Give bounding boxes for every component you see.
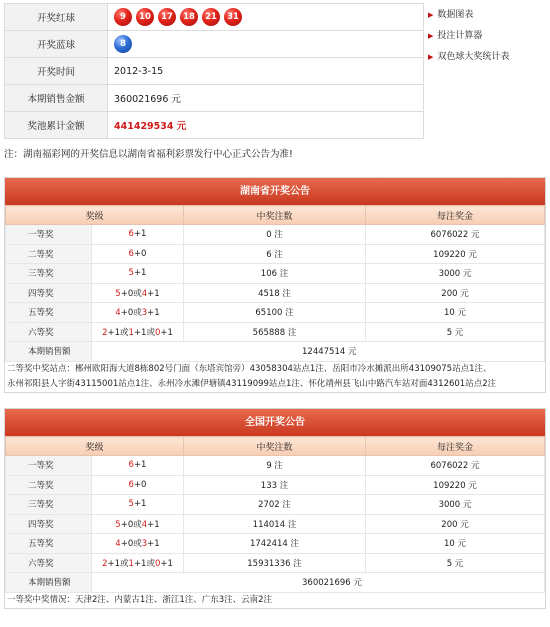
blue-ball-count: +1 (147, 519, 160, 530)
blue-ball-count: +1 (147, 539, 160, 550)
winning-condition (92, 283, 184, 303)
table-row (6, 322, 545, 342)
hunan-announcement (4, 177, 546, 393)
table-row (6, 534, 545, 554)
prize-amount: 109220 元 (366, 475, 545, 495)
table-row (6, 456, 545, 476)
prize-amount: 6076022 元 (366, 225, 545, 245)
col-header-level: 奖级 (6, 437, 184, 456)
red-ball-count: 4 (141, 288, 148, 299)
blue-ball-count: +1 (133, 229, 147, 240)
blue-ball: 8 (114, 35, 132, 53)
sales-value: 360021696 元 (92, 573, 545, 593)
red-ball-count: 1 (128, 558, 134, 569)
prize-level: 二等奖 (6, 244, 92, 264)
table-row (6, 244, 545, 264)
red-ball-count: 6 (128, 229, 134, 240)
winner-count: 9 注 (184, 456, 366, 476)
link-label: 双色球大奖统计表 (437, 52, 510, 62)
winning-condition (92, 264, 184, 284)
table-row (6, 264, 545, 284)
prize-level: 三等奖 (6, 264, 92, 284)
red-ball-count: 4 (115, 308, 121, 319)
winner-count: 4518 注 (184, 283, 366, 303)
red-ball-count: 3 (141, 308, 148, 319)
col-header-level: 奖级 (6, 206, 184, 225)
prize-level: 五等奖 (6, 534, 92, 554)
winner-count: 114014 注 (184, 514, 366, 534)
side-links (428, 8, 548, 71)
red-ball-count: 1 (128, 327, 134, 338)
prize-amount: 5 元 (366, 322, 545, 342)
prize-level: 二等奖 (6, 475, 92, 495)
blue-balls (108, 31, 424, 58)
winner-count: 65100 注 (184, 303, 366, 323)
winning-stations-info: 二等奖中奖站点：郴州欧阳海大道8栋802号门面（东塔宾馆旁）43058304站点1注、岳阳市冷水摊派出所43109075站点1注、 (7, 363, 492, 374)
bet-calculator-link[interactable] (428, 29, 548, 50)
prize-level: 六等奖 (6, 553, 92, 573)
blue-ball-count: +0 (133, 248, 147, 259)
sales-label: 本期销售额 (6, 342, 92, 362)
sales-amount-label: 本期销售金额 (5, 85, 108, 112)
red-ball: 9 (114, 8, 132, 26)
winner-count: 15931336 注 (184, 553, 366, 573)
blue-ball-count: +0 (133, 479, 147, 490)
table-row (6, 475, 545, 495)
national-announcement (4, 408, 546, 609)
prize-level: 一等奖 (6, 456, 92, 476)
table-row (6, 495, 545, 515)
table-row (6, 514, 545, 534)
winner-count: 1742414 注 (184, 534, 366, 554)
blue-ball-count: +1或 (107, 558, 129, 569)
winning-condition (92, 456, 184, 476)
winning-condition (92, 514, 184, 534)
sales-row (6, 342, 545, 362)
red-ball-count: 0 (154, 327, 161, 338)
red-ball-count: 2 (102, 327, 108, 338)
red-ball: 21 (202, 8, 220, 26)
winning-condition (92, 244, 184, 264)
prize-level: 六等奖 (6, 322, 92, 342)
col-header-count: 中奖注数 (184, 437, 366, 456)
prize-amount: 200 元 (366, 514, 545, 534)
red-ball-count: 5 (128, 268, 134, 279)
sales-row (6, 573, 545, 593)
triangle-right-icon: ▶ (428, 11, 434, 19)
winner-count: 565888 注 (184, 322, 366, 342)
prize-amount: 3000 元 (366, 264, 545, 284)
prize-amount: 3000 元 (366, 495, 545, 515)
blue-ball-count: +0或 (120, 519, 142, 530)
prize-table (5, 205, 545, 362)
table-row (6, 225, 545, 245)
section-title: 湖南省开奖公告 (5, 178, 545, 205)
table-row (6, 283, 545, 303)
blue-ball-count: +1或 (133, 558, 155, 569)
blue-ball-count: +0或 (120, 539, 142, 550)
blue-ball-count: +1 (147, 288, 160, 299)
red-ball: 31 (224, 8, 242, 26)
blue-ball-count: +1 (133, 268, 147, 279)
blue-ball-count: +1 (147, 308, 160, 319)
col-header-count: 中奖注数 (184, 206, 366, 225)
winner-count: 133 注 (184, 475, 366, 495)
link-label: 数据图表 (437, 10, 474, 20)
winning-condition (92, 475, 184, 495)
winner-count: 6 注 (184, 244, 366, 264)
sales-amount: 360021696 元 (108, 85, 424, 112)
winning-condition (92, 225, 184, 245)
red-ball-count: 6 (128, 248, 134, 259)
blue-ball-count: +1 (133, 460, 147, 471)
red-ball-count: 2 (102, 558, 108, 569)
draw-date: 2012-3-15 (108, 58, 424, 85)
triangle-right-icon: ▶ (428, 32, 434, 40)
col-header-prize: 每注奖金 (366, 206, 545, 225)
sales-label: 本期销售额 (6, 573, 92, 593)
prize-level: 一等奖 (6, 225, 92, 245)
blue-ball-count: +0或 (120, 288, 142, 299)
blue-ball-count: +1或 (133, 327, 155, 338)
red-ball-count: 5 (115, 519, 121, 530)
prize-level: 三等奖 (6, 495, 92, 515)
red-ball-count: 5 (115, 288, 121, 299)
table-row (6, 303, 545, 323)
winning-stations-info: 永州祁阳县人字街43115001站点1注、永州冷水滩伊塘镇43119099站点1注、怀化靖州县飞山中路汽车站对面4312601站点2注 (7, 378, 497, 389)
prize-amount: 6076022 元 (366, 456, 545, 476)
red-ball-count: 4 (141, 519, 148, 530)
col-header-prize: 每注奖金 (366, 437, 545, 456)
prize-amount: 5 元 (366, 553, 545, 573)
winner-count: 0 注 (184, 225, 366, 245)
draw-summary-table (4, 3, 424, 139)
winning-stations-info: 一等奖中奖情况：天津2注、内蒙古1注、浙江1注、广东3注、云南2注 (7, 594, 273, 605)
data-chart-link[interactable] (428, 8, 548, 29)
jackpot-pool-label: 奖池累计金额 (5, 112, 108, 139)
winning-condition (92, 303, 184, 323)
red-ball: 17 (158, 8, 176, 26)
blue-ball-count: +0或 (120, 308, 142, 319)
red-balls (108, 4, 424, 31)
red-ball-count: 4 (115, 539, 121, 550)
prize-level: 五等奖 (6, 303, 92, 323)
link-label: 投注计算器 (437, 31, 483, 41)
triangle-right-icon: ▶ (428, 53, 434, 61)
winner-count: 2702 注 (184, 495, 366, 515)
prize-amount: 200 元 (366, 283, 545, 303)
red-ball-count: 6 (128, 479, 134, 490)
blue-ball-count: +1 (160, 327, 173, 338)
prize-amount: 109220 元 (366, 244, 545, 264)
blue-ball-label: 开奖蓝球 (5, 31, 108, 58)
winner-count: 106 注 (184, 264, 366, 284)
jackpot-pool-amount: 441429534 元 (108, 112, 424, 139)
blue-ball-count: +1或 (107, 327, 129, 338)
disclaimer-notice: 注：湖南福彩网的开奖信息以湖南省福利彩票发行中心正式公告为准! (4, 149, 293, 160)
prize-level: 四等奖 (6, 283, 92, 303)
winning-condition (92, 553, 184, 573)
draw-date-label: 开奖时间 (5, 58, 108, 85)
prize-amount: 10 元 (366, 534, 545, 554)
sales-value: 12447514 元 (92, 342, 545, 362)
red-ball: 18 (180, 8, 198, 26)
winning-condition (92, 495, 184, 515)
red-ball-count: 6 (128, 460, 134, 471)
red-ball-count: 3 (141, 539, 148, 550)
winning-condition (92, 322, 184, 342)
prize-table (5, 436, 545, 593)
red-ball-label: 开奖红球 (5, 4, 108, 31)
winning-condition (92, 534, 184, 554)
blue-ball-count: +1 (133, 499, 147, 510)
grand-prize-stats-link[interactable] (428, 50, 548, 71)
blue-ball-count: +1 (160, 558, 173, 569)
prize-amount: 10 元 (366, 303, 545, 323)
red-ball-count: 5 (128, 499, 134, 510)
prize-level: 四等奖 (6, 514, 92, 534)
table-row (6, 553, 545, 573)
red-ball-count: 0 (154, 558, 161, 569)
section-title: 全国开奖公告 (5, 409, 545, 436)
red-ball: 10 (136, 8, 154, 26)
